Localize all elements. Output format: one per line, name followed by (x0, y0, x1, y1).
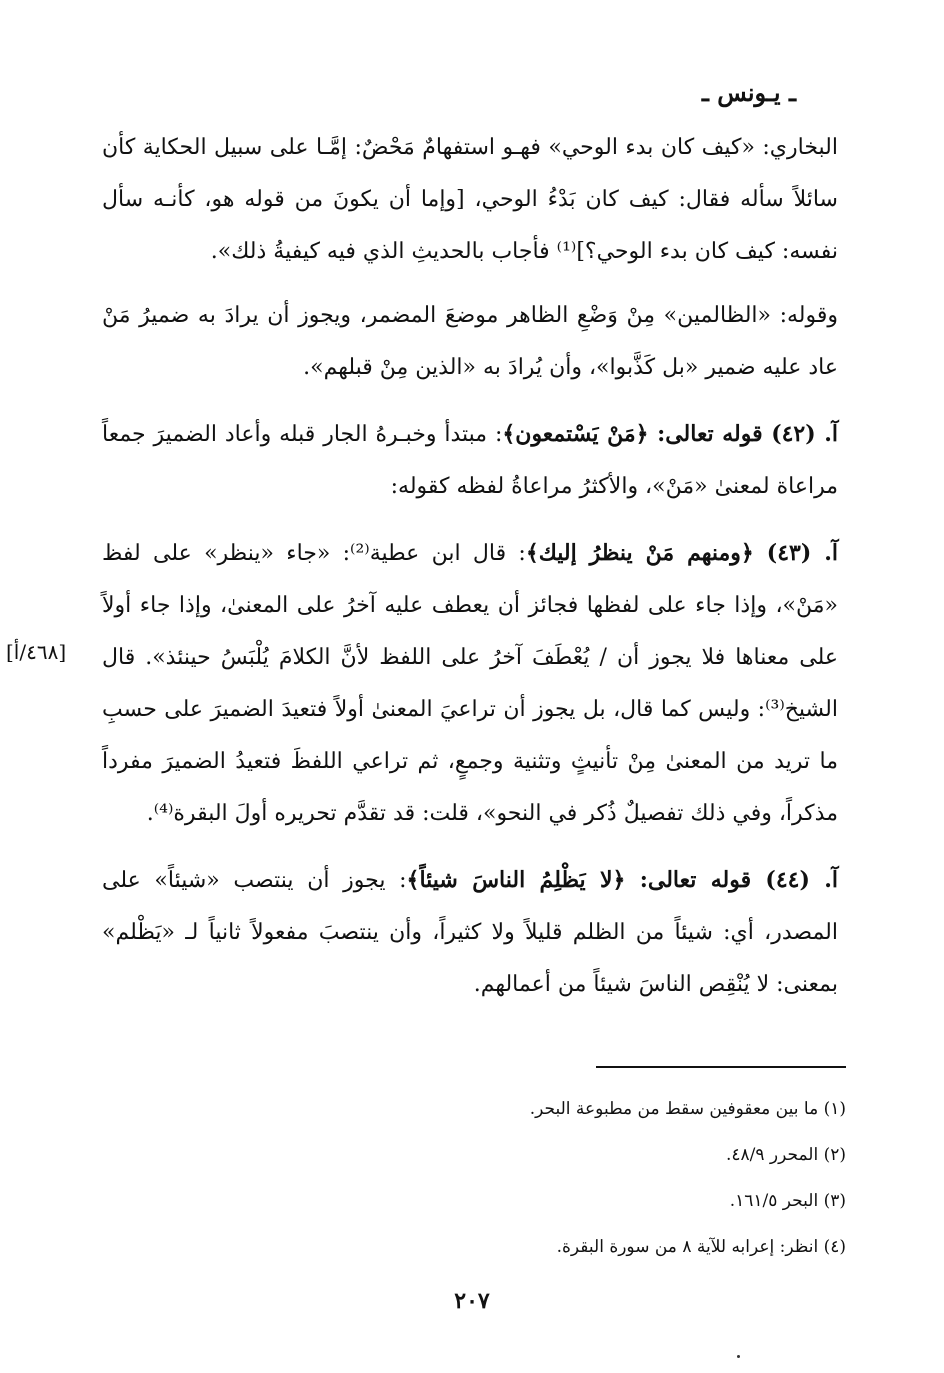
paragraph-2-text: وقوله: «الظالمين» مِنْ وَضْعِ الظاهر موضعَ المضمر، ويجوز أن يرادَ به ضميرُ مَنْ عاد عليه ضمير «بل كَذَّبوا»، وأن يُرادَ به «الذين مِنْ قبلهم». (102, 303, 838, 380)
verse-42-text: : مبتدأ وخبـرهُ الجار قبله وأعاد الضميرَ جمعاً مراعاة لمعنىٰ «مَنْ»، والأكثرُ مراعاةُ لفظه كقوله: (102, 422, 838, 499)
verse-44-text: : يجوز أن ينتصب «شيئاً» على المصدر، أي: شيئاً من الظلم قليلاً ولا كثيراً، وأن ينتصبَ مفعولاً ثانياً لـ «يَظْلم» بمعنى: لا يُنْقِص الناسَ شيئاً من أعمالهم. (102, 868, 838, 997)
paragraph-1 (102, 122, 838, 278)
scan-speck (737, 1355, 740, 1358)
footnote-1: (١) ما بين معقوفين سقط من مطبوعة البحر. (529, 1099, 846, 1119)
paragraph-1-text: البخاري: «كيف كان بدء الوحي» فهـو استفهامٌ مَحْضٌ: إمَّـا على سبيل الحكاية كأن سائلاً سأله فقال: كيف كان بَدْءُ الوحي، [وإما أن يكونَ من قوله هو، كأنـه سأل نفسه: كيف كان بدء الوحي؟]⁽¹⁾ فأجاب بالحديثِ الذي فيه كيفيةُ ذلك». (102, 135, 838, 264)
main-text (102, 122, 838, 1011)
verse-44-heading: آ. (٤٤) قوله تعالى: ﴿لا يَظْلِمُ الناسَ شيئاً﴾ (406, 867, 839, 893)
paragraph-verse-43 (102, 527, 838, 840)
running-header: ـ يـونس ـ (701, 78, 796, 107)
paragraph-verse-44 (102, 854, 838, 1011)
manuscript-margin-reference: [٤٦٨/أ] (6, 640, 67, 664)
footnote-4: (٤) انظر: إعرابه للآية ٨ من سورة البقرة. (556, 1237, 846, 1257)
verse-43-text: : قال ابن عطية⁽²⁾: «جاء «ينظر» على لفظ «مَنْ»، وإذا جاء على لفظها فجائز أن يعطف عليه آخرُ على المعنىٰ، وإذا جاء أولاً على معناها فلا يجوز أن / يُعْطَفَ آخرُ على اللفظ لأنَّ الكلامَ يُلْبَسُ حينئذ». قال الشيخ⁽³⁾: وليس كما قال، بل يجوز أن تراعيَ المعنىٰ أولاً فتعيدَ الضميرَ على حسبِ ما تريد من المعنىٰ مِنْ تأنيثٍ وتثنية وجمعٍ، ثم تراعي اللفظَ فتعيدُ الضميرَ مفرداً مذكراً، وفي ذلك تفصيلٌ ذُكر في النحو»، قلت: قد تقدَّم تحريره أولَ البقرة⁽⁴⁾. (102, 541, 838, 826)
paragraph-2 (102, 290, 838, 394)
footnote-separator (596, 1066, 846, 1068)
footnote-3: (٣) البحر ١٦١/٥. (729, 1191, 846, 1211)
page-number: ٢٠٧ (454, 1288, 490, 1314)
footnote-2: (٢) المحرر ٤٨/٩. (725, 1145, 846, 1165)
footnotes (146, 1086, 846, 1270)
verse-42-heading: آ. (٤٢) قوله تعالى: ﴿مَنْ يَسْتمعون﴾ (502, 421, 838, 447)
verse-43-heading: آ. (٤٣) ﴿ومنهم مَنْ ينظرُ إليك﴾ (525, 540, 838, 566)
paragraph-verse-42 (102, 408, 838, 513)
